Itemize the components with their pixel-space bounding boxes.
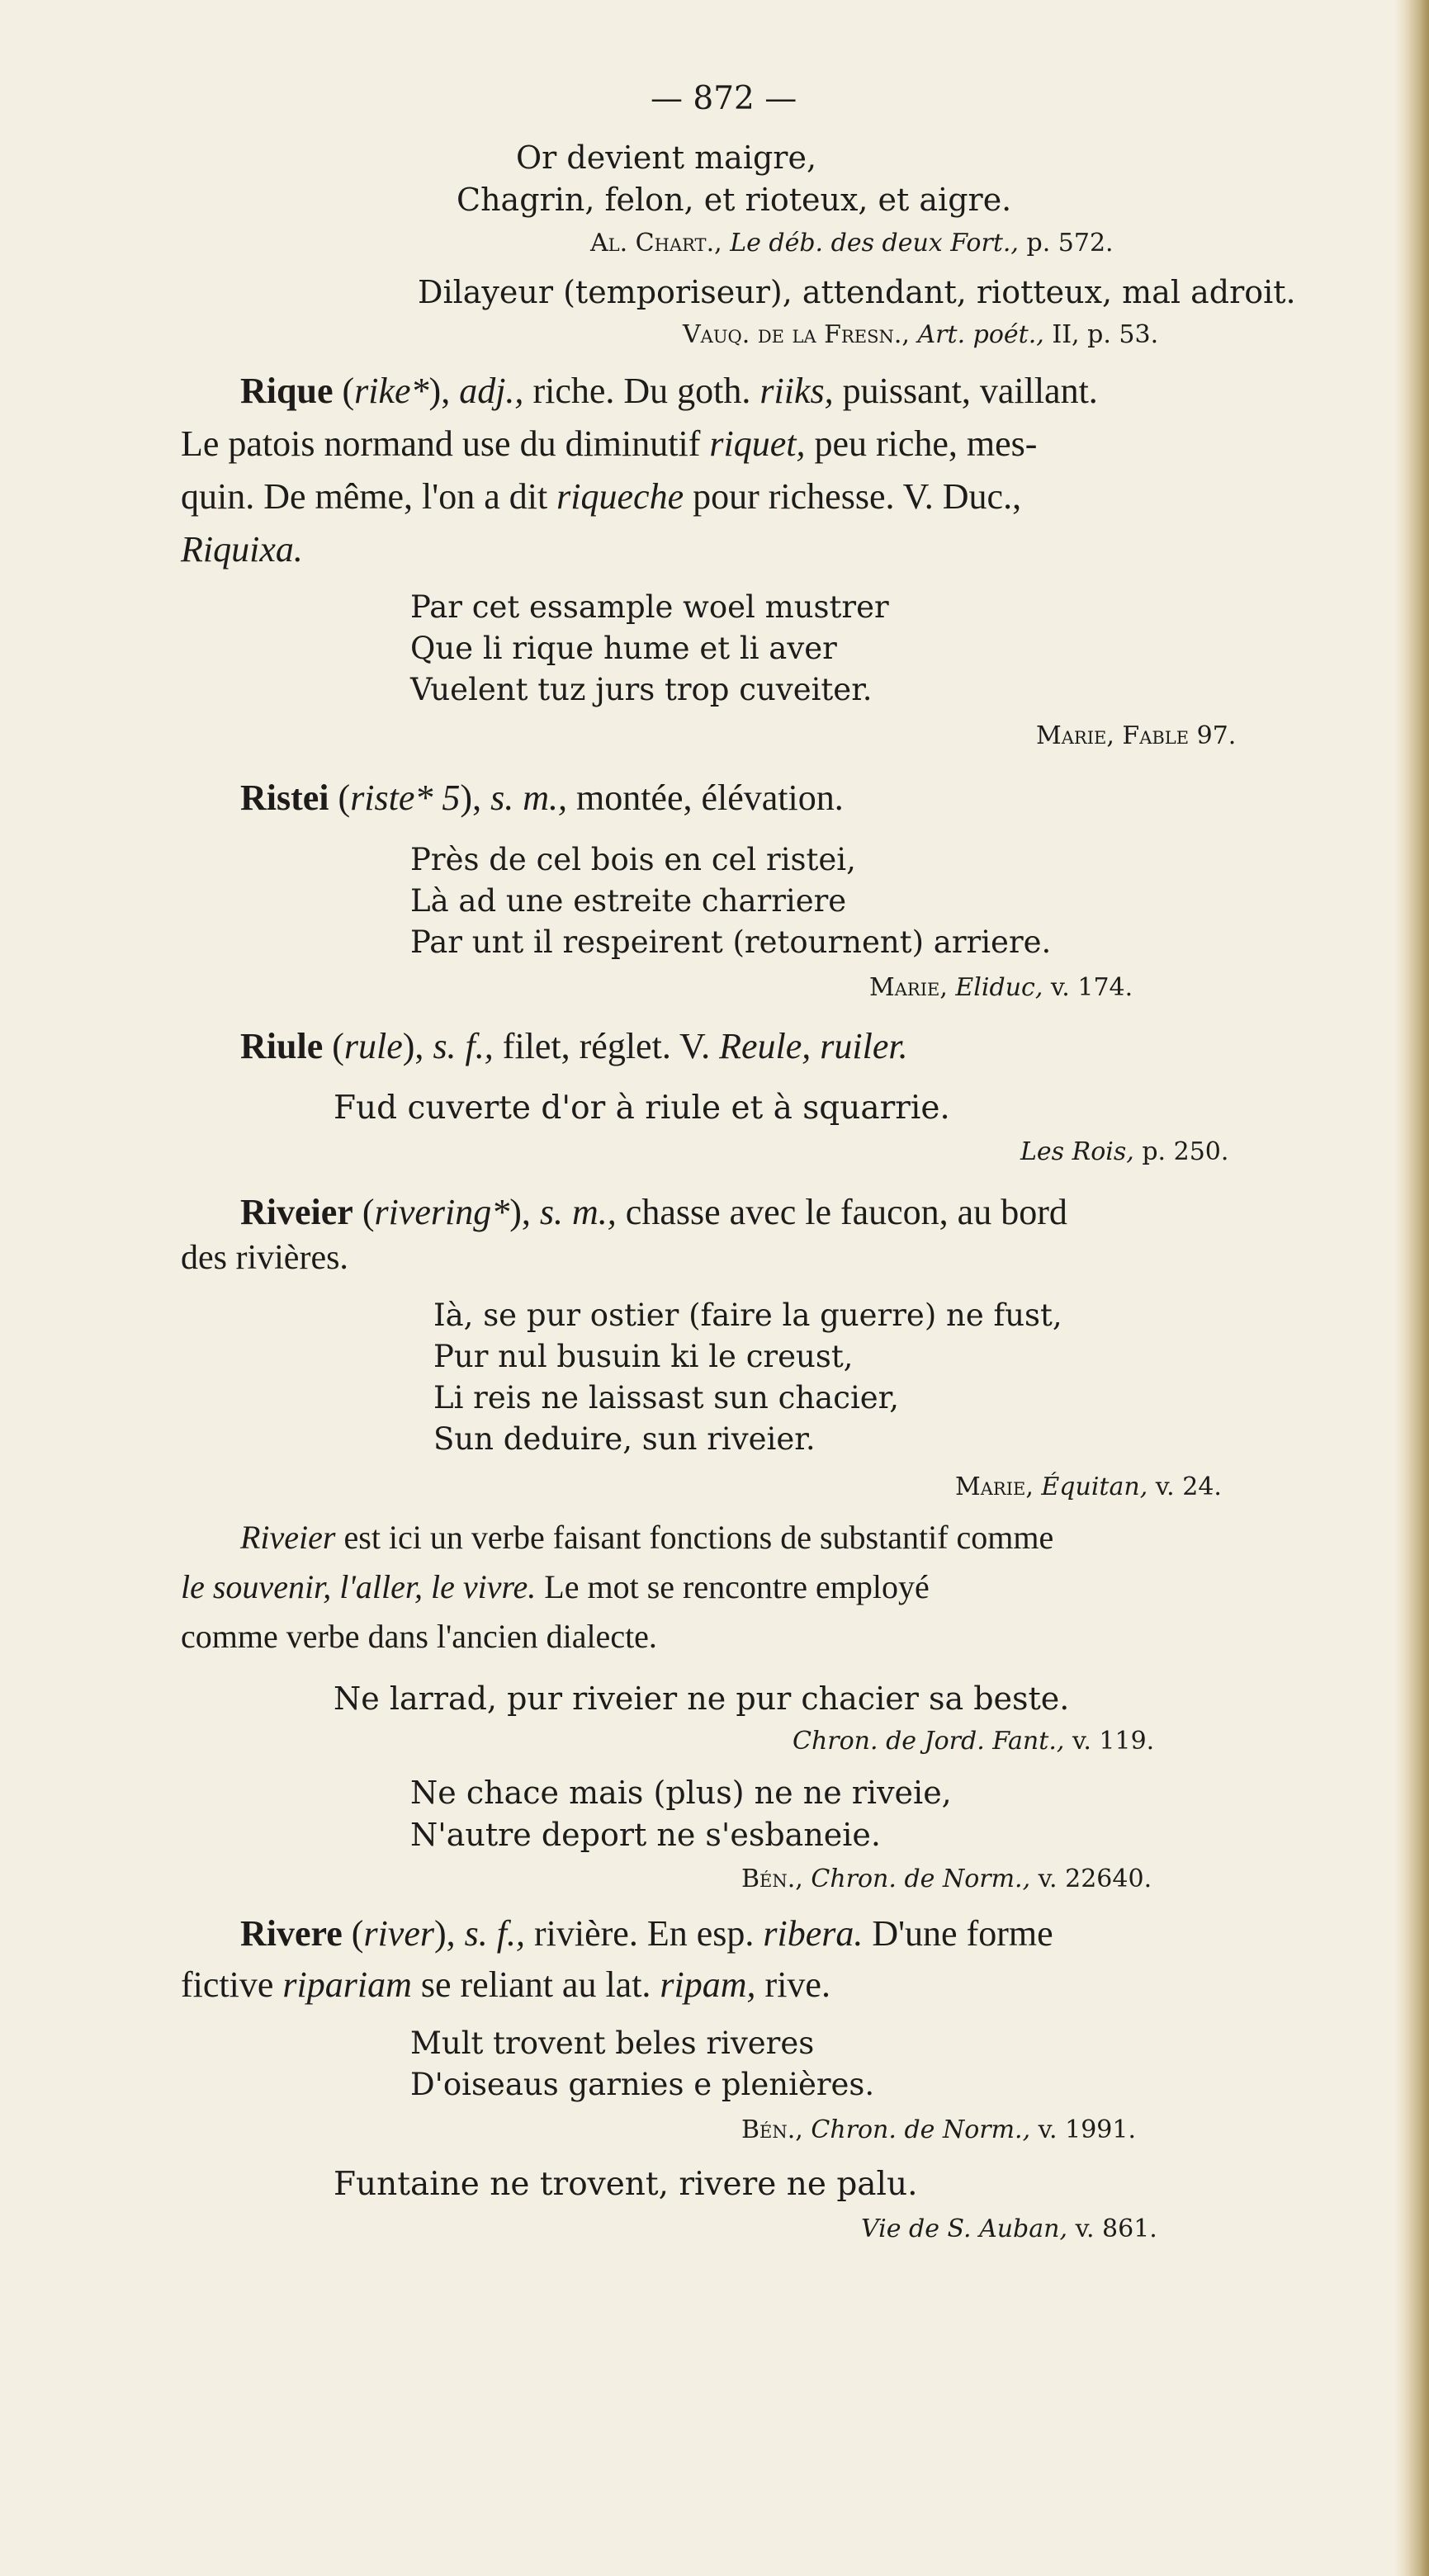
citation: [1020, 1137, 1229, 1166]
usage-note-line1: Riveier est ici un verbe faisant fonctions de substantif comme: [240, 1519, 1054, 1556]
definition: chasse avec le faucon, au bord: [625, 1192, 1067, 1232]
part-of-speech: s. f.,: [464, 1913, 525, 1954]
citation-author: Marie,: [869, 973, 948, 1002]
citation-work: Chron. de Jord. Fant.,: [793, 1727, 1065, 1756]
citation-locator: II, p. 53.: [1052, 320, 1159, 349]
etymon: rule: [343, 1026, 403, 1066]
citation: [590, 231, 1114, 256]
quote-line: Fud cuverte d'or à riule et à squarrie.: [334, 1089, 950, 1127]
citation-locator: p. 250.: [1142, 1137, 1229, 1166]
citation-author: Al. Chart.,: [590, 229, 722, 258]
citation: [861, 2214, 1157, 2243]
etymon: river: [363, 1913, 434, 1954]
quote-line: D'oiseaus garnies e plenières.: [410, 2067, 875, 2102]
quote-line: N'autre deport ne s'esbaneie.: [410, 1817, 881, 1853]
definition: rivière. En esp.: [534, 1913, 755, 1954]
citation-work: Eliduc,: [955, 973, 1043, 1002]
citation-work: Le déb. des deux Fort.,: [730, 229, 1019, 258]
quote-line: Sun deduire, sun riveier.: [433, 1421, 816, 1457]
usage-note-line3: comme verbe dans l'ancien dialecte.: [181, 1618, 657, 1655]
entry-riule-line1: Riule (rule), s. f., filet, réglet. V. Reule, ruiler.: [240, 1026, 908, 1066]
quote-line: Par unt il respeirent (retournent) arriere.: [410, 924, 1052, 960]
quote-line: Chagrin, felon, et rioteux, et aigre.: [457, 182, 1012, 218]
entry-rivere-line2: fictive ripariam se reliant au lat. ripam, rive.: [181, 1964, 830, 2005]
citation-author: Marie,: [955, 1472, 1034, 1501]
citation-author: Bén.,: [741, 1865, 803, 1893]
diminutive-form: riquet,: [709, 423, 806, 464]
usage-note-line2: le souvenir, l'aller, le vivre. Le mot se rencontre employé: [181, 1568, 930, 1605]
quote-line: Ià, se pur ostier (faire la guerre) ne fust,: [433, 1297, 1062, 1333]
note-headword: Riveier: [240, 1519, 336, 1556]
entry-rique-line3: quin. De même, l'on a dit riqueche pour richesse. V. Duc.,: [181, 476, 1022, 517]
citation-locator: v. 24.: [1155, 1472, 1222, 1501]
etymon: rivering*: [374, 1192, 510, 1232]
entry-rique-line2: Le patois normand use du diminutif riquet, peu riche, mes-: [181, 423, 1038, 464]
headword-ristei: Ristei: [240, 778, 329, 818]
citation: [869, 973, 1133, 1002]
citation-author: Bén.,: [741, 2115, 803, 2144]
citation: [741, 1867, 1152, 1892]
citation-work: Vie de S. Auban,: [861, 2214, 1068, 2243]
note-examples: le souvenir, l'aller, le vivre.: [181, 1568, 537, 1605]
citation: [793, 1729, 1154, 1754]
citation-locator: v. 861.: [1075, 2214, 1157, 2243]
headword-riule: Riule: [240, 1026, 324, 1066]
quote-line: Là ad une estreite charriere: [410, 883, 847, 919]
citation-locator: p. 572.: [1026, 229, 1114, 258]
entry-riveier-line1: Riveier (rivering*), s. m., chasse avec le faucon, au bord: [240, 1192, 1067, 1232]
latin-form: ripariam: [282, 1964, 412, 2005]
headword-rique: Rique: [240, 371, 334, 411]
quote-line: Vuelent tuz jurs trop cuveiter.: [410, 672, 873, 707]
citation-work: Chron. de Norm.,: [811, 2115, 1031, 2144]
part-of-speech: s. m.,: [490, 778, 567, 818]
citation-author: Vauq. de la Fresn.,: [683, 320, 910, 349]
citation-work: Les Rois,: [1020, 1137, 1134, 1166]
entry-ristei-line1: Ristei (riste* 5), s. m., montée, élévation.: [240, 778, 844, 818]
quote-line: Funtaine ne trovent, rivere ne palu.: [334, 2166, 918, 2203]
citation-work: Art. poét.,: [917, 320, 1044, 349]
part-of-speech: s. m.,: [539, 1192, 617, 1232]
definition: montée, élévation.: [575, 778, 844, 818]
etymon: riste* 5: [350, 778, 461, 818]
quote-line: Li reis ne laissast sun chacier,: [433, 1380, 900, 1416]
gothic-form: riiks,: [759, 371, 834, 411]
headword-rivere: Rivere: [240, 1913, 343, 1954]
definition: riche. Du goth.: [532, 371, 751, 411]
cross-reference: ruiler.: [820, 1026, 908, 1066]
citation-work: Équitan,: [1041, 1472, 1148, 1501]
citation-locator: v. 1991.: [1038, 2115, 1137, 2144]
citation-locator: v. 22640.: [1038, 1865, 1152, 1893]
quote-line: Or devient maigre,: [516, 139, 817, 176]
etymon: rike*: [354, 371, 429, 411]
quote-line: Que li rique hume et li aver: [410, 631, 837, 666]
citation-locator: v. 119.: [1072, 1727, 1155, 1756]
part-of-speech: adj.,: [459, 371, 524, 411]
entry-rique-line1: Rique (rike*), adj., riche. Du goth. riiks, puissant, vaillant.: [240, 371, 1098, 411]
citation: [741, 2115, 1137, 2144]
definition: filet, réglet. V.: [502, 1026, 711, 1066]
citation-locator: v. 174.: [1050, 973, 1133, 1002]
quote-line: Près de cel bois en cel ristei,: [410, 842, 856, 877]
citation: Marie, Fable 97.: [1036, 721, 1237, 750]
quote-line: Mult trovent beles riveres: [410, 2025, 815, 2061]
citation-work: Chron. de Norm.,: [811, 1865, 1031, 1893]
noun-form: riqueche: [556, 476, 684, 517]
part-of-speech: s. f.,: [433, 1026, 494, 1066]
quote-line: Par cet essample woel mustrer: [410, 589, 889, 625]
quote-line: Pur nul busuin ki le creust,: [433, 1339, 854, 1374]
quote-line: Ne chace mais (plus) ne ne riveie,: [410, 1775, 952, 1811]
entry-rivere-line1: Rivere (river), s. f., rivière. En esp. ribera. D'une forme: [240, 1913, 1053, 1954]
quote-line: Ne larrad, pur riveier ne pur chacier sa beste.: [334, 1680, 1070, 1717]
headword-riveier: Riveier: [240, 1192, 353, 1232]
latin-form: ripam,: [660, 1964, 756, 2005]
cross-reference: Riquixa.: [181, 529, 303, 570]
cross-reference: Reule,: [719, 1026, 812, 1066]
page-number: — 872 —: [651, 80, 797, 117]
spanish-form: ribera.: [763, 1913, 864, 1954]
quote-line: Dilayeur (temporiseur), attendant, riotteux, mal adroit.: [418, 274, 1296, 310]
citation: [955, 1472, 1222, 1501]
citation: [683, 320, 1159, 349]
definition-continued: des rivières.: [181, 1239, 348, 1277]
